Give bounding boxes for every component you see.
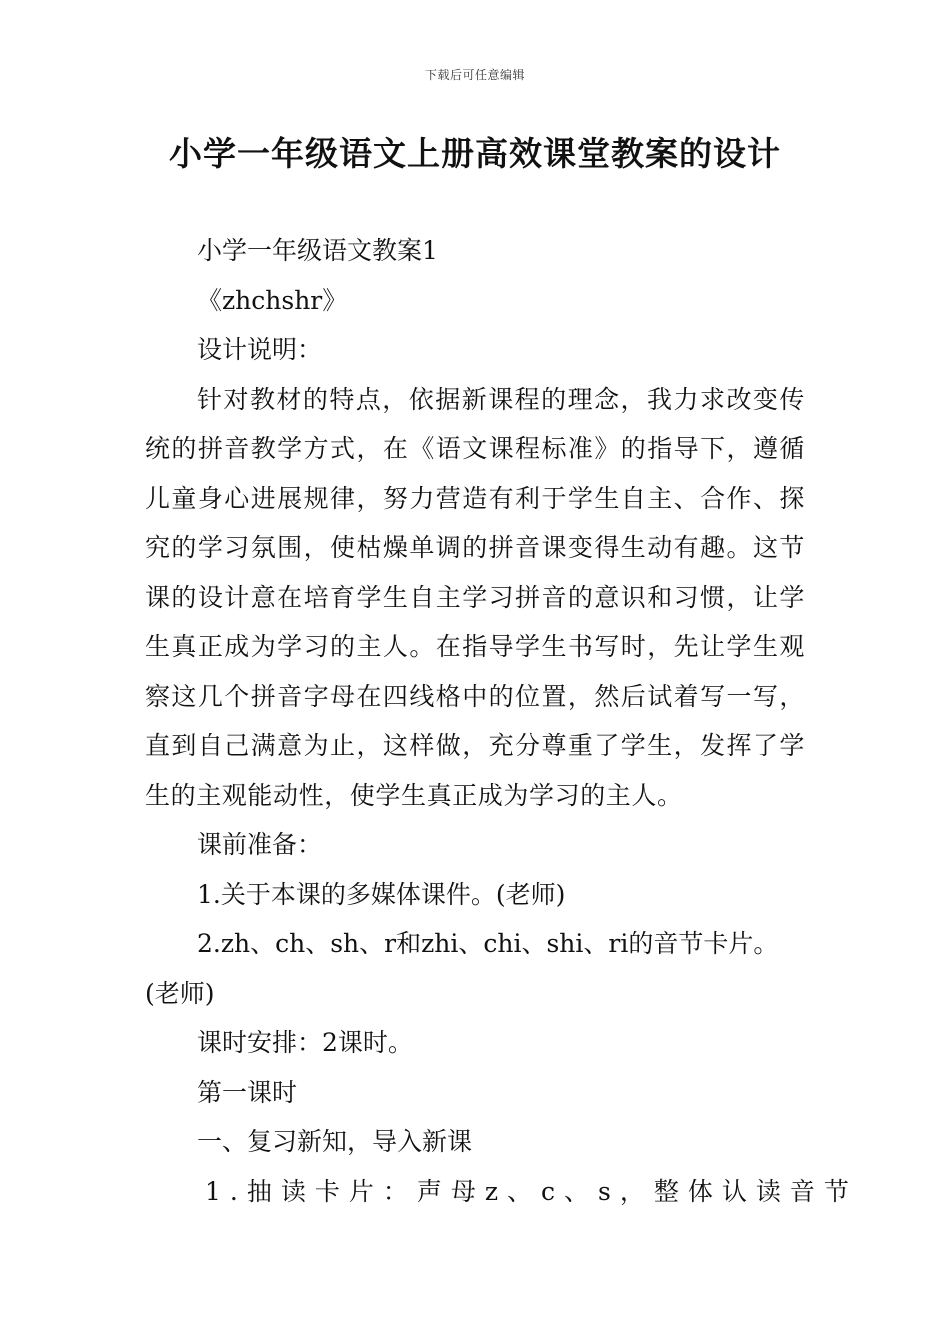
schedule-text: 课时安排：2课时。 (197, 1028, 413, 1057)
design-paragraph: 针对教材的特点，依据新课程的理念，我力求改变传统的拼音教学方式，在《语文课程标准》的指导下，遵循儿童身心进展规律，努力营造有利于学生自主、合作、探究的学习氛围，使枯燥单调的拼音课变得生动有趣。这节课的设计意在培育学生自主学习拼音的意识和习惯，让学生真正成为学习的主人。在指导学生书写时，先让学生观察这几个拼音字母在四线格中的位置，然后试着写一写，直到自己满意为止，这样做，充分尊重了学生，发挥了学生的主观能动性，使学生真正成为学习的主人。 (145, 384, 805, 810)
prep-item: 2.zh、ch、sh、r和zhi、chi、shi、ri的音节卡片。(老师) (145, 929, 779, 1008)
header-note: 下载后可任意编辑 (424, 68, 525, 82)
period-heading: 第一课时 (197, 1077, 298, 1107)
prep-heading: 课前准备： (197, 830, 323, 859)
design-heading: 设计说明： (197, 335, 323, 364)
document-body (145, 226, 858, 1216)
lesson-subtitle: 《zhchshr》 (197, 285, 348, 315)
step-item: 1.抽读卡片：声母z、c、s，整体认读音节 (205, 1176, 858, 1206)
prep-item: 1.关于本课的多媒体课件。(老师) (197, 879, 566, 909)
lesson-heading: 小学一年级语文教案1 (197, 236, 438, 265)
section-heading: 一、复习新知，导入新课 (197, 1127, 473, 1156)
document-title: 小学一年级语文上册高效课堂教案的设计 (169, 134, 781, 173)
